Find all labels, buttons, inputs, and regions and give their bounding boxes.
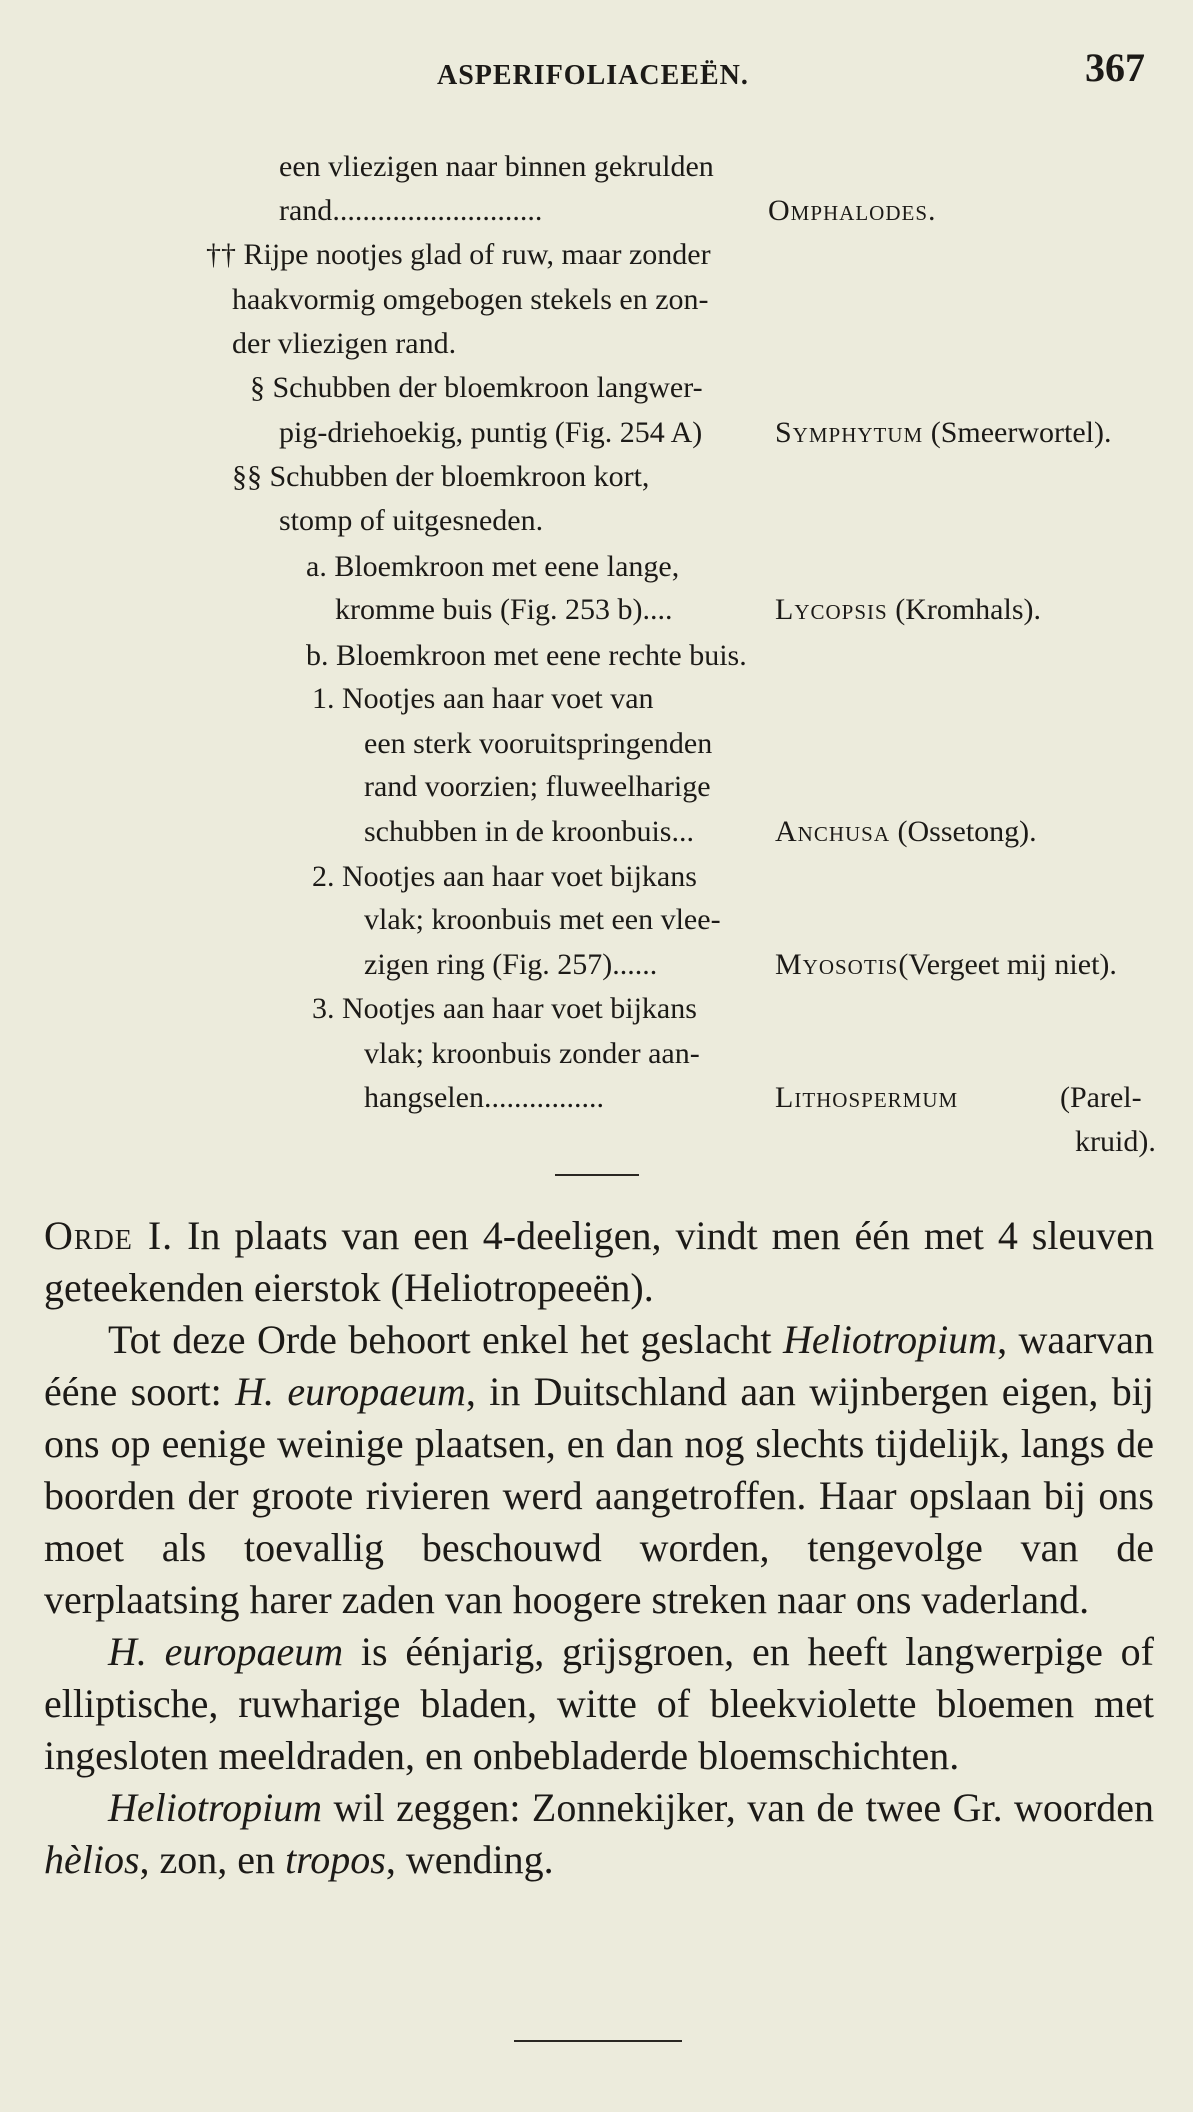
key-line: 1. Nootjes aan haar voet van bbox=[312, 682, 654, 715]
key-line: der vliezigen rand. bbox=[232, 327, 457, 360]
genus-name: Anchusa bbox=[775, 815, 891, 848]
key-line: (Parel- bbox=[1060, 1081, 1142, 1114]
key-line: Lycopsis (Kromhals). bbox=[775, 593, 1041, 626]
key-line: †† Rijpe nootjes glad of ruw, maar zonder bbox=[206, 238, 711, 271]
order-heading: Orde I. bbox=[44, 1213, 174, 1258]
page-number: 367 bbox=[1085, 45, 1145, 90]
key-line: rand............................ bbox=[279, 194, 543, 227]
key-line: vlak; kroonbuis zonder aan- bbox=[364, 1037, 700, 1070]
key-line: vlak; kroonbuis met een vlee- bbox=[364, 903, 721, 936]
key-line: 3. Nootjes aan haar voet bijkans bbox=[312, 992, 697, 1025]
key-line: een vliezigen naar binnen gekrulden bbox=[279, 150, 714, 183]
genus-name: Myosotis bbox=[775, 948, 899, 981]
end-divider bbox=[514, 2040, 682, 2042]
key-line: schubben in de kroonbuis... bbox=[364, 815, 694, 848]
key-line: kruid). bbox=[1075, 1125, 1156, 1158]
key-line: Myosotis(Vergeet mij niet). bbox=[775, 948, 1117, 981]
key-line: b. Bloemkroon met eene rechte buis. bbox=[306, 639, 747, 672]
running-title: ASPERIFOLIACEEËN. bbox=[437, 60, 749, 91]
genus-name: Omphalodes. bbox=[768, 194, 937, 227]
section-divider bbox=[555, 1174, 639, 1176]
paragraph: Heliotropium wil zeggen: Zonnekijker, van de twee Gr. woorden hèlios, zon, en tropos, wending. bbox=[44, 1785, 1154, 1882]
genus-name: Lithospermum bbox=[775, 1081, 959, 1114]
genus-name: Symphytum bbox=[775, 416, 924, 449]
key-line: rand voorzien; fluweelharige bbox=[364, 770, 711, 803]
key-line: haakvormig omgebogen stekels en zon- bbox=[232, 283, 709, 316]
paragraph: H. europaeum is éénjarig, grijsgroen, en heeft langwerpige of elliptische, ruwharige bladen, witte of bleekviolette bloemen met ingesloten meeldraden, en onbebladerde bloemschichten. bbox=[44, 1629, 1154, 1778]
key-line: stomp of uitgesneden. bbox=[279, 504, 544, 537]
key-line: Anchusa (Ossetong). bbox=[775, 815, 1037, 848]
genus-name: Lycopsis bbox=[775, 593, 888, 626]
key-line: Symphytum (Smeerwortel). bbox=[775, 416, 1112, 449]
key-line: zigen ring (Fig. 257)...... bbox=[364, 948, 658, 981]
paragraph: Tot deze Orde behoort enkel het geslacht Heliotropium, waarvan ééne soort: H. europaeum, in Duitschland aan wijnbergen eigen, bij ons op eenige weinige plaatsen, en dan nog slechts tijdelijk, langs de boorden der groote rivieren werd aangetroffen. Haar opslaan bij ons moet als toevallig beschouwd worden, tengevolge van de verplaatsing harer zaden van hoogere streken naar ons vaderland. bbox=[44, 1317, 1154, 1622]
key-line: kromme buis (Fig. 253 b).... bbox=[335, 593, 673, 626]
main-text bbox=[44, 1210, 1154, 1886]
key-line: 2. Nootjes aan haar voet bijkans bbox=[312, 860, 697, 893]
key-line: hangselen................ bbox=[364, 1081, 604, 1114]
key-line: §§ Schubben der bloemkroon kort, bbox=[232, 460, 650, 493]
key-line: pig-driehoekig, puntig (Fig. 254 A) bbox=[279, 416, 703, 449]
paragraph: Orde I. In plaats van een 4-deeligen, vindt men één met 4 sleuven geteekenden eierstok (Heliotropeeën). bbox=[44, 1213, 1154, 1310]
key-line: a. Bloemkroon met eene lange, bbox=[306, 550, 680, 583]
key-line: § Schubben der bloemkroon langwer- bbox=[250, 371, 703, 404]
key-line: een sterk vooruitspringenden bbox=[364, 727, 713, 760]
